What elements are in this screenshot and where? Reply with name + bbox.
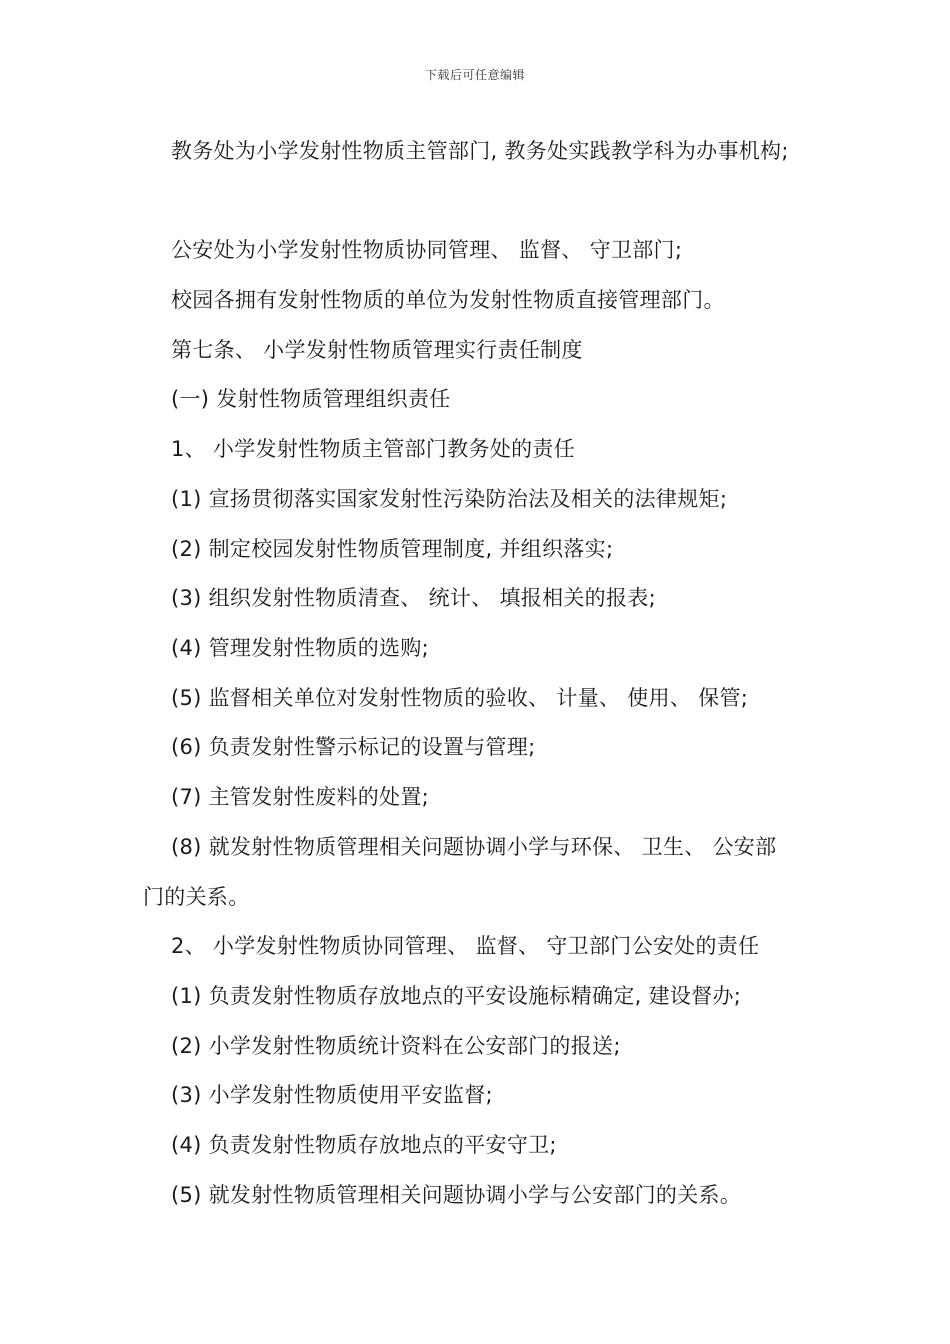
list-item: (5) 就发射性物质管理相关问题协调小学与公安部门的关系。 bbox=[171, 1183, 742, 1207]
list-item: (4) 负责发射性物质存放地点的平安守卫; bbox=[171, 1133, 557, 1157]
list-item: (3) 组织发射性物质清查、 统计、 填报相关的报表; bbox=[171, 586, 656, 610]
paragraph-line: 校园各拥有发射性物质的单位为发射性物质直接管理部门。 bbox=[171, 288, 725, 312]
list-item: (4) 管理发射性物质的选购; bbox=[171, 636, 429, 660]
list-item: (5) 监督相关单位对发射性物质的验收、 计量、 使用、 保管; bbox=[171, 686, 749, 710]
subsection-heading: 2、 小学发射性物质协同管理、 监督、 守卫部门公安处的责任 bbox=[171, 934, 760, 958]
list-item: (2) 制定校园发射性物质管理制度, 并组织落实; bbox=[171, 537, 614, 561]
list-item: (1) 负责发射性物质存放地点的平安设施标精确定, 建设督办; bbox=[171, 984, 742, 1008]
list-item: (1) 宣扬贯彻落实国家发射性污染防治法及相关的法律规矩; bbox=[171, 487, 728, 511]
list-item: (8) 就发射性物质管理相关问题协调小学与环保、 卫生、 公安部 bbox=[171, 835, 777, 859]
subsection-heading: 1、 小学发射性物质主管部门教务处的责任 bbox=[171, 437, 576, 461]
list-item: (7) 主管发射性废料的处置; bbox=[171, 785, 429, 809]
paragraph-line: 公安处为小学发射性物质协同管理、 监督、 守卫部门; bbox=[171, 238, 683, 262]
list-item: (3) 小学发射性物质使用平安监督; bbox=[171, 1083, 493, 1107]
section-heading: (一) 发射性物质管理组织责任 bbox=[171, 387, 451, 411]
page-header: 下载后可任意编辑 bbox=[424, 68, 525, 82]
list-item: (2) 小学发射性物质统计资料在公安部门的报送; bbox=[171, 1034, 621, 1058]
article-heading: 第七条、 小学发射性物质管理实行责任制度 bbox=[171, 338, 583, 362]
paragraph-line: 教务处为小学发射性物质主管部门, 教务处实践教学科为办事机构; bbox=[171, 139, 789, 163]
list-item: (6) 负责发射性警示标记的设置与管理; bbox=[171, 735, 536, 759]
list-item-continuation: 门的关系。 bbox=[143, 885, 250, 909]
